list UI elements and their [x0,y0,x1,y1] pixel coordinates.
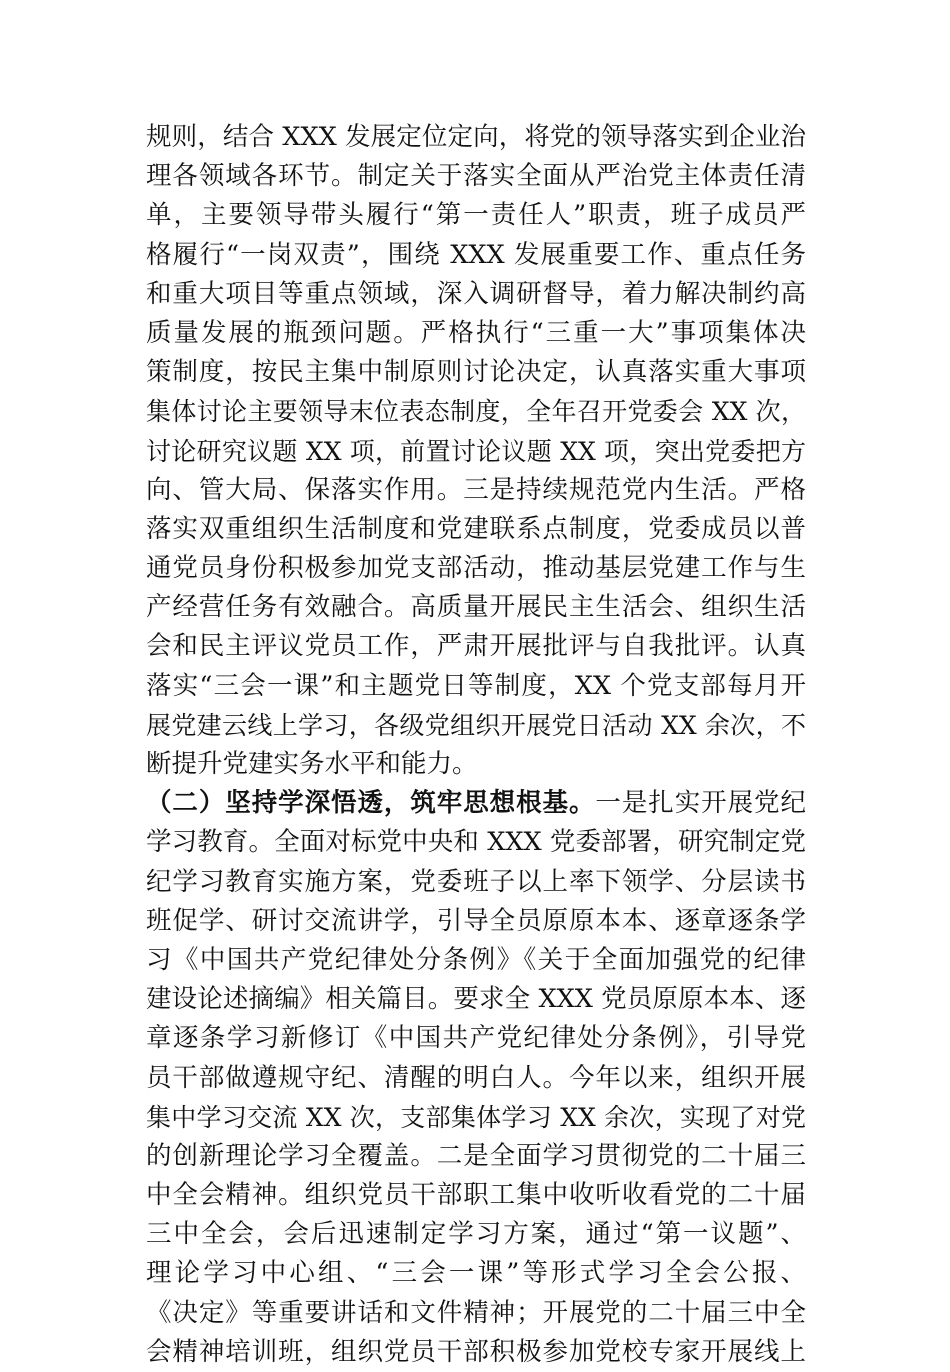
text-line: 讨论研究议题 XX 项，前置讨论议题 XX 项，突出党委把方 [146,436,806,466]
text-line: 会和民主评议党员工作，严肃开展批评与自我批评。认真 [146,631,806,662]
text-line: 建设论述摘编》相关篇目。要求全 XXX 党员原原本本、逐 [146,984,806,1015]
text-line: 和重大项目等重点领域，深入调研督导，着力解决制约高 [146,278,806,309]
text-line: 班促学、研讨交流讲学，引导全员原原本本、逐章逐条学 [146,905,806,936]
text-line: 质量发展的瓶颈问题。严格执行“三重一大”事项集体决 [146,317,806,348]
section-intro-text: 一是扎实开展党纪 [595,788,806,819]
text-line: 单，主要领导带头履行“第一责任人”职责，班子成员严 [146,200,806,231]
text-line: 三中全会，会后迅速制定学习方案，通过“第一议题”、 [146,1219,806,1250]
section-heading: （二）坚持学深悟透，筑牢思想根基。 [146,788,596,819]
text-line: 中全会精神。组织党员干部职工集中收听收看党的二十届 [146,1180,806,1211]
text-line: 向、管大局、保落实作用。三是持续规范党内生活。严格 [146,474,806,505]
text-line: 集体讨论主要领导末位表态制度，全年召开党委会 XX 次， [146,397,806,427]
text-line: 会精神培训班，组织党员干部积极参加党校专家开展线上 [146,1336,806,1367]
text-line: 产经营任务有效融合。高质量开展民主生活会、组织生活 [146,592,806,623]
text-line: 落实双重组织生活制度和党建联系点制度，党委成员以普 [146,513,806,544]
text-line: 展党建云线上学习，各级党组织开展党日活动 XX 余次，不 [146,710,806,740]
text-line: 策制度，按民主集中制原则讨论决定，认真落实重大事项 [146,357,806,388]
text-line: 断提升党建实务水平和能力。 [146,749,478,779]
text-line: 集中学习交流 XX 次，支部集体学习 XX 余次，实现了对党 [146,1102,806,1132]
document-body [146,118,806,1372]
text-line: 习《中国共产党纪律处分条例》《关于全面加强党的纪律 [146,944,806,975]
text-line: 落实“三会一课”和主题党日等制度，XX 个党支部每月开 [146,670,806,701]
text-line: 员干部做遵规守纪、清醒的明白人。今年以来，组织开展 [146,1062,806,1093]
text-line: 理论学习中心组、“三会一课”等形式学习全会公报、 [146,1258,806,1289]
section-heading-line [146,784,806,823]
text-line: 的创新理论学习全覆盖。二是全面学习贯彻党的二十届三 [146,1140,806,1171]
text-line: 《决定》等重要讲话和文件精神；开展党的二十届三中全 [146,1297,806,1328]
text-line: 格履行“一岗双责”，围绕 XXX 发展重要工作、重点任务 [146,239,806,270]
text-line: 学习教育。全面对标党中央和 XXX 党委部署，研究制定党 [146,827,806,858]
text-line: 章逐条学习新修订《中国共产党纪律处分条例》，引导党 [146,1023,806,1054]
text-line: 纪学习教育实施方案，党委班子以上率下领学、分层读书 [146,866,806,897]
text-line: 通党员身份积极参加党支部活动，推动基层党建工作与生 [146,553,806,584]
text-line: 理各领域各环节。制定关于落实全面从严治党主体责任清 [146,161,806,192]
text-line: 规则，结合 XXX 发展定位定向，将党的领导落实到企业治 [146,122,806,152]
